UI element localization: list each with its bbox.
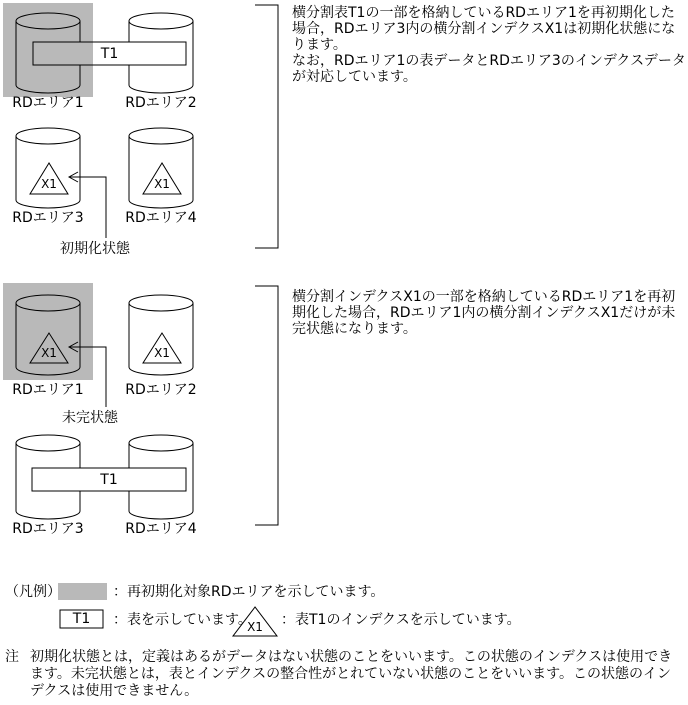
rd-area4-label-d2: RDエリア4	[125, 521, 197, 537]
legend-index-swatch-label: X1	[247, 620, 263, 634]
init-status-label: 初期化状態	[60, 241, 130, 257]
note-line2: ます。未完状態とは，表とインデクスの整合性がとれていない状態のことをいいます。この状態のイン	[30, 666, 672, 682]
rd-area3-label-d1: RDエリア3	[12, 210, 84, 226]
rd-area4-label-d1: RDエリア4	[125, 210, 197, 226]
rd-area2-label-d1: RDエリア2	[125, 95, 197, 111]
legend-gray-description: ：再初期化対象RDエリアを示しています。	[113, 584, 385, 600]
d2-desc-line1: 横分割インデクスX1の一部を格納しているRDエリア1を再初	[292, 289, 676, 305]
index-x1-label-d2-area2: X1	[154, 346, 170, 360]
legend-index-description: ：表T1のインデクスを示しています。	[281, 612, 521, 628]
note-marker: 注	[5, 649, 19, 665]
diagram2-description	[292, 289, 675, 337]
index-x1-label-d1-area4: X1	[154, 177, 170, 191]
rd-area1-label-d2: RDエリア1	[12, 382, 84, 398]
rd-area3-label-d2: RDエリア3	[12, 521, 84, 537]
index-x1-label-d1-area3: X1	[41, 177, 57, 191]
d1-desc-line3: ります。	[292, 37, 347, 53]
bracket-d1	[255, 5, 278, 248]
d1-desc-line1: 横分割表T1の一部を格納しているRDエリア1を再初期化した	[292, 5, 675, 21]
table-t1-label-d1: T1	[100, 46, 119, 62]
diagram1-description	[292, 5, 686, 85]
table-t1-label-d2: T1	[100, 472, 118, 488]
legend-title: （凡例）	[5, 584, 61, 600]
note-text	[30, 649, 672, 700]
d2-desc-line2: 期化した場合，RDエリア1内の横分割インデクスX1だけが未	[292, 305, 676, 321]
rd-area2-label-d2: RDエリア2	[125, 382, 197, 398]
note-line1: 初期化状態とは，定義はあるがデータはない状態のことをいいます。この状態のインデクスは使用でき	[30, 649, 673, 665]
d1-desc-line4: なお，RDエリア1の表データとRDエリア3のインデクスデータ	[292, 53, 686, 69]
note-line3: デクスは使用できません。	[30, 683, 199, 699]
legend-table-swatch-label: T1	[72, 611, 91, 627]
index-x1-label-d2-area1: X1	[41, 346, 57, 360]
incomplete-status-label: 未完状態	[62, 410, 118, 426]
d1-desc-line5: が対応しています。	[292, 69, 417, 85]
rd-area4-cylinder-d1	[129, 128, 193, 208]
legend-table-description: ：表を示しています。	[113, 612, 252, 628]
rd-area1-label-d1: RDエリア1	[12, 95, 84, 111]
legend-gray-swatch	[58, 583, 107, 600]
d1-desc-line2: 場合，RDエリア3内の横分割インデクスX1は初期化状態にな	[292, 21, 676, 37]
d2-desc-line3: 完状態になります。	[292, 321, 417, 337]
bracket-d2	[255, 286, 278, 525]
rd-area3-cylinder-d1	[16, 128, 80, 208]
